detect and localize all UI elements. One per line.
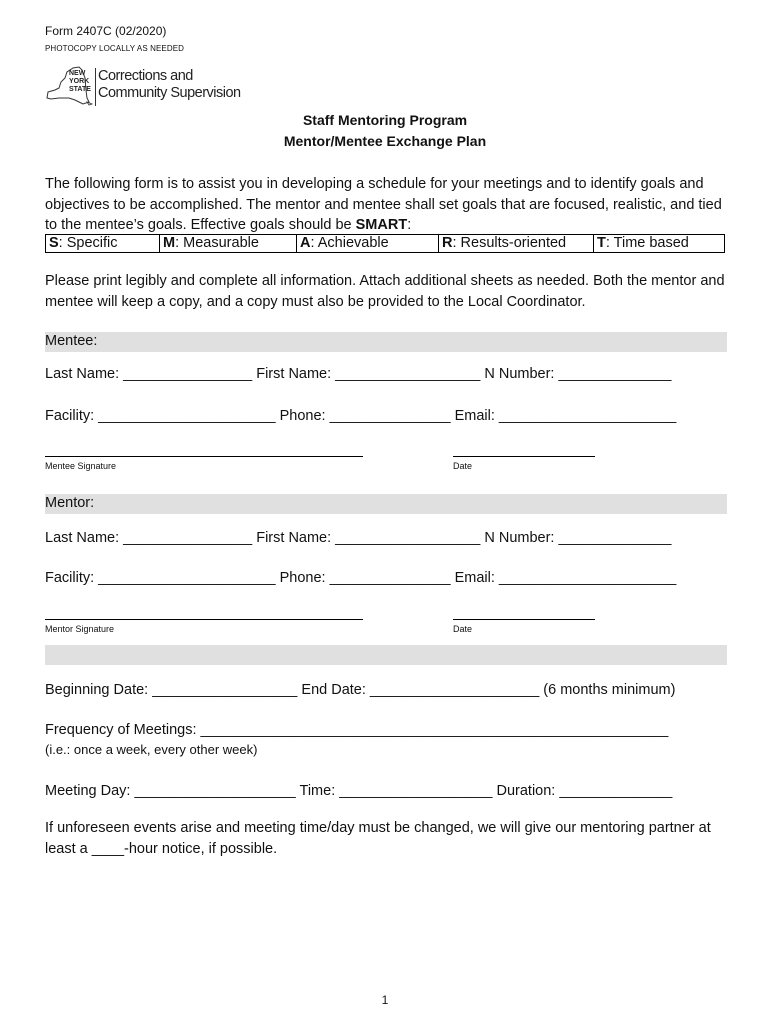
program-title: Staff Mentoring Program — [302, 112, 468, 128]
mentee-section-band — [45, 332, 727, 352]
frequency-hint: (i.e.: once a week, every other week) — [45, 742, 258, 757]
smart-cell-s: S: Specific — [46, 235, 160, 253]
plan-title: Mentor/Mentee Exchange Plan — [283, 133, 487, 149]
notice-paragraph: If unforeseen events arise and meeting time/day must be changed, we will give our mentoring partner at least a ____-hour notice, if possible. — [45, 820, 711, 857]
mentor-date-line[interactable] — [453, 619, 595, 620]
frequency-field[interactable]: Frequency of Meetings: __________________________________________________________ — [45, 722, 669, 738]
smart-cell-m: M: Measurable — [160, 235, 297, 253]
schedule-section-band — [45, 645, 727, 665]
mentor-date-label: Date — [453, 624, 473, 634]
logo-divider — [95, 68, 96, 106]
intro-paragraph: The following form is to assist you in developing a schedule for your meetings and to identify goals and objectives to be accomplished. The mentor and mentee shall set goals that are focused, realistic, and tied to the mentee’s goals. Effective goals should be SMART: — [45, 176, 722, 233]
mentor-heading: Mentor: — [45, 495, 95, 511]
mentee-heading: Mentee: — [45, 333, 98, 349]
photocopy-note: PHOTOCOPY LOCALLY AS NEEDED — [45, 44, 185, 53]
mentee-date-line[interactable] — [453, 456, 595, 457]
mentee-signature-line[interactable] — [45, 456, 363, 457]
mentor-name-fields[interactable]: Last Name: ________________ First Name: __________________ N Number: ______________ — [45, 530, 672, 546]
smart-cell-a: A: Achievable — [297, 235, 439, 253]
mentee-name-fields[interactable]: Last Name: ________________ First Name: __________________ N Number: ______________ — [45, 366, 672, 382]
page-number: 1 — [381, 993, 389, 1007]
smart-goals-table — [45, 234, 725, 253]
agency-logo — [45, 64, 241, 114]
mentor-signature-label: Mentor Signature — [45, 624, 115, 634]
smart-cell-t: T: Time based — [594, 235, 725, 253]
meeting-fields[interactable]: Meeting Day: ____________________ Time: ___________________ Duration: ______________ — [45, 783, 673, 799]
logo-state-text: NEW YORK STATE — [69, 70, 91, 93]
mentor-signature-line[interactable] — [45, 619, 363, 620]
smart-keyword: SMART — [355, 217, 408, 233]
mentor-section-band — [45, 494, 727, 514]
mentor-contact-fields[interactable]: Facility: ______________________ Phone: _______________ Email: ______________________ — [45, 570, 677, 586]
table-row — [46, 235, 725, 253]
form-id: Form 2407C (02/2020) — [45, 24, 167, 38]
mentee-date-label: Date — [453, 461, 473, 471]
mentee-contact-fields[interactable]: Facility: ______________________ Phone: _______________ Email: ______________________ — [45, 408, 677, 424]
date-range-fields[interactable]: Beginning Date: __________________ End Date: _____________________ (6 months minimum) — [45, 682, 676, 698]
logo-agency-name: Corrections and Community Supervision — [98, 68, 241, 101]
smart-cell-r: R: Results-oriented — [439, 235, 594, 253]
instructions-paragraph: Please print legibly and complete all information. Attach additional sheets as needed. Both the mentor and mentee will keep a copy, and a copy must also be provided to the Local Coordinator. — [45, 273, 725, 310]
mentee-signature-label: Mentee Signature — [45, 461, 117, 471]
